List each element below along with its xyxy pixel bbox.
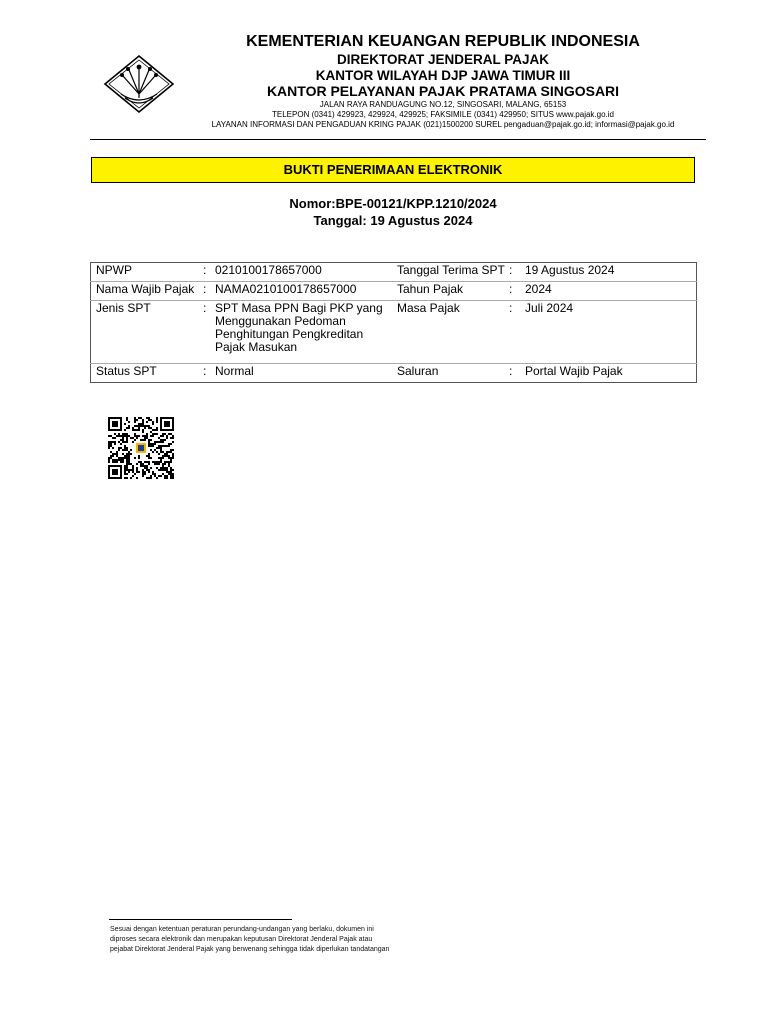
header-address: JALAN RAYA RANDUAGUNG NO.12, SINGOSARI, MALANG, 65153 bbox=[319, 100, 567, 109]
separator: : bbox=[509, 364, 513, 378]
separator: : bbox=[509, 282, 513, 296]
footnote-line: pejabat Direktorat Jenderal Pajak yang berwenang sehingga tidak diperlukan tandatangan bbox=[110, 946, 390, 953]
label-tanggal-terima: Tanggal Terima SPT bbox=[397, 263, 505, 277]
separator: : bbox=[203, 263, 207, 277]
separator: : bbox=[509, 263, 513, 277]
table-row bbox=[91, 364, 697, 383]
value-nama-wajib-pajak: NAMA0210100178657000 bbox=[215, 282, 357, 296]
header-service: LAYANAN INFORMASI DAN PENGADUAN KRING PAJAK (021)1500200 SUREL pengaduan@pajak.go.id; informasi@pajak.go.id bbox=[211, 120, 675, 129]
label-status-spt: Status SPT bbox=[96, 364, 157, 378]
label-jenis-spt: Jenis SPT bbox=[96, 301, 151, 315]
header-ministry: KEMENTERIAN KEUANGAN REPUBLIK INDONESIA bbox=[246, 33, 640, 50]
label-masa-pajak: Masa Pajak bbox=[397, 301, 460, 315]
document-title: BUKTI PENERIMAAN ELEKTRONIK bbox=[91, 157, 695, 183]
table-row bbox=[91, 301, 697, 364]
spt-info-table bbox=[90, 262, 697, 383]
footnote-divider bbox=[109, 919, 292, 920]
header-regional-office: KANTOR WILAYAH DJP JAWA TIMUR III bbox=[315, 68, 571, 83]
table-row bbox=[91, 282, 697, 301]
table-row bbox=[91, 263, 697, 282]
label-saluran: Saluran bbox=[397, 364, 439, 378]
value-tahun-pajak: 2024 bbox=[525, 282, 552, 296]
value-status-spt: Normal bbox=[215, 364, 254, 378]
separator: : bbox=[203, 364, 207, 378]
header-divider bbox=[90, 139, 706, 140]
footnote-line: Sesuai dengan ketentuan peraturan perundang-undangan yang berlaku, dokumen ini bbox=[110, 926, 374, 933]
document-date: Tanggal: 19 Agustus 2024 bbox=[313, 213, 473, 228]
separator: : bbox=[203, 282, 207, 296]
label-npwp: NPWP bbox=[96, 263, 132, 277]
document-number: Nomor:BPE-00121/KPP.1210/2024 bbox=[289, 196, 497, 211]
value-masa-pajak: Juli 2024 bbox=[525, 301, 574, 315]
value-npwp: 0210100178657000 bbox=[215, 263, 322, 277]
value-tanggal-terima: 19 Agustus 2024 bbox=[525, 263, 615, 277]
header-directorate: DIREKTORAT JENDERAL PAJAK bbox=[336, 52, 550, 67]
label-nama-wajib-pajak: Nama Wajib Pajak bbox=[96, 282, 195, 296]
label-tahun-pajak: Tahun Pajak bbox=[397, 282, 464, 296]
value-jenis-spt: SPT Masa PPN Bagi PKP yang Menggunakan Pedoman Penghitungan Pengkreditan Pajak Masukan bbox=[215, 301, 383, 354]
value-saluran: Portal Wajib Pajak bbox=[525, 364, 623, 378]
header-tax-office: KANTOR PELAYANAN PAJAK PRATAMA SINGOSARI bbox=[266, 83, 620, 99]
separator: : bbox=[203, 301, 207, 315]
qr-code-icon bbox=[108, 417, 174, 479]
separator: : bbox=[509, 301, 513, 315]
footnote-line: diproses secara elektronik dan merupakan keputusan Direktorat Jenderal Pajak atau bbox=[110, 936, 373, 943]
header-contact: TELEPON (0341) 429923, 429924, 429925; FAKSIMILE (0341) 429950; SITUS www.pajak.go.id bbox=[272, 110, 614, 119]
kemenkeu-logo-icon bbox=[103, 54, 175, 114]
